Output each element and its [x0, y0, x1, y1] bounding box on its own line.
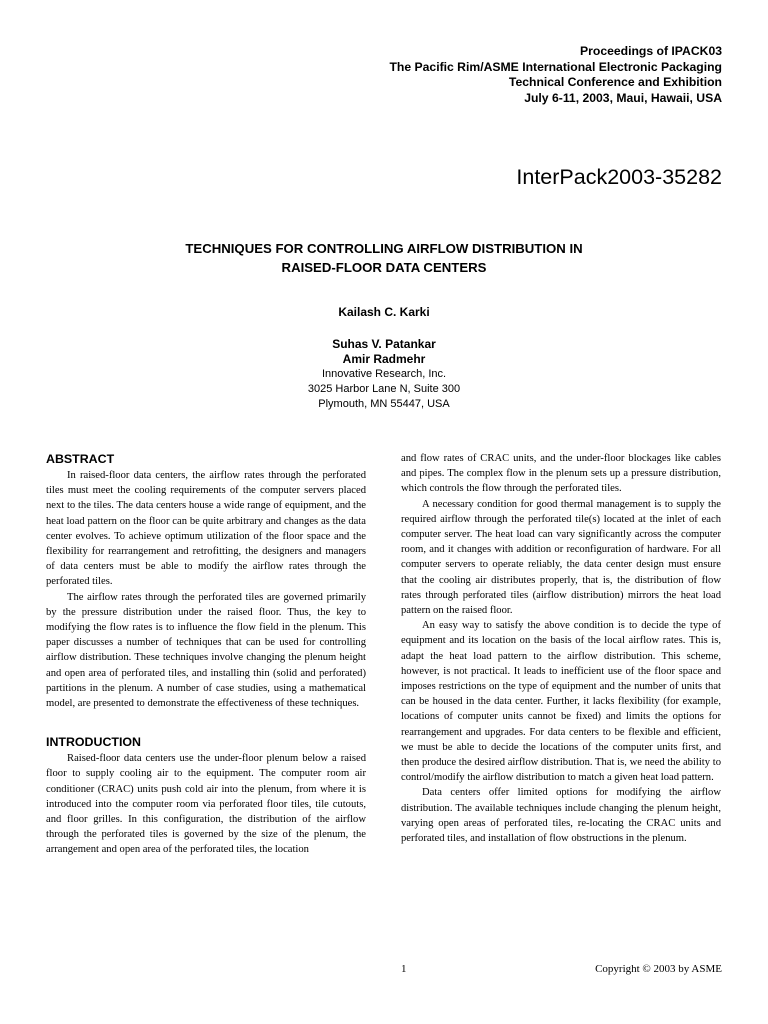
title-line: RAISED-FLOOR DATA CENTERS	[281, 260, 487, 275]
introduction-heading: INTRODUCTION	[46, 735, 141, 750]
author-name: Suhas V. Patankar	[332, 337, 436, 351]
introduction-paragraph: Data centers offer limited options for modifying the airflow distribution. The available techniques include changing the plenum height, varying open areas of perforated tiles, re-locating the CRAC units and perforated tiles, and installation of flow obstructions in the plenum.	[401, 787, 721, 845]
author-name: Amir Radmehr	[342, 352, 426, 366]
paper-id: InterPack2003-35282	[516, 165, 722, 189]
left-column	[46, 452, 366, 858]
abstract-heading: ABSTRACT	[46, 452, 115, 466]
page-number: 1	[401, 963, 407, 975]
affiliation-line: Innovative Research, Inc.	[321, 368, 447, 380]
introduction-paragraph: Raised-floor data centers use the under-floor plenum below a raised floor to supply cooling air to the equipment. The computer room air conditioner (CRAC) units push cold air into the plenum, from where it is introduced into the computer room via perforated floor tiles, tile cutouts, and floor grilles. In this configuration, the distribution of the airflow through the perforated tiles is governed by the size of the plenum, the arrangement and open area of the perforated tiles, the location	[46, 753, 366, 856]
abstract-paragraph: The airflow rates through the perforated tiles are governed primarily by the pressure distribution under the raised floor. Thus, the key to modifying the flow rates is to influence the flow field in the plenum. This paper discusses a number of techniques that can be used for controlling airflow distribution. These techniques involve changing the plenum height and open area of perforated tiles, and installing thin (solid and perforated) partitions in the plenum. A number of case studies, using a mathematical model, are presented to demonstrate the effectiveness of these techniques.	[46, 591, 366, 710]
proceedings-header	[389, 44, 722, 106]
affiliation-line: 3025 Harbor Lane N, Suite 300	[307, 383, 461, 395]
proceedings-line: Technical Conference and Exhibition	[508, 75, 722, 89]
right-column	[401, 451, 721, 846]
abstract-paragraph: In raised-floor data centers, the airflow rates through the perforated tiles must meet the cooling requirements of the computer servers placed next to the tiles. The data centers house a wide range of equipment, and the heat load pattern on the floor can be quite arbitrary and changes as the data center evolves. To achieve optimum utilization of the floor space and the flexibility for rearrangement and retrofitting, the designers and managers of data centers must be able to modify the airflow rates through the perforated tiles.	[46, 470, 366, 588]
paper-title	[0, 239, 768, 277]
author-name: Kailash C. Karki	[338, 305, 430, 319]
author-block-2	[0, 337, 768, 412]
proceedings-line: Proceedings of IPACK03	[580, 44, 722, 58]
introduction-paragraph-continued: and flow rates of CRAC units, and the under-floor blockages like cables and pipes. The complex flow in the plenum sets up a pressure distribution, which controls the flow through the perforated tiles.	[401, 453, 721, 495]
proceedings-line: The Pacific Rim/ASME International Electronic Packaging	[389, 59, 722, 74]
introduction-paragraph: An easy way to satisfy the above condition is to decide the type of equipment and its location on the basis of the local airflow rates. This is, adapt the heat load pattern to the airflow distribution. This scheme, however, is not practical. It leads to inefficient use of the floor space and imposes restrictions on the type of equipment and the number of units that can be housed in the data center. Further, it lacks flexibility (for example, locations of computer units cannot be fixed) and limits the options for rearrangement and upgrades. For data centers to be flexible and efficient, we must be able to decide the locations of the computer units first, and then produce the desired airflow distribution. That is, we need the ability to control/modify the airflow distribution to match a given heat load pattern.	[401, 620, 721, 784]
author-block	[0, 305, 768, 320]
copyright-notice: Copyright © 2003 by ASME	[595, 963, 722, 975]
affiliation-line: Plymouth, MN 55447, USA	[318, 398, 450, 410]
proceedings-line: July 6-11, 2003, Maui, Hawaii, USA	[524, 90, 722, 105]
title-line: TECHNIQUES FOR CONTROLLING AIRFLOW DISTRIBUTION IN	[185, 241, 583, 256]
introduction-paragraph: A necessary condition for good thermal management is to supply the required airflow through the perforated tile(s) located at the inlet of each computer server. The heat load can vary significantly across the computer room, and it changes with addition or reconfiguration of hardware. For all computer servers to operate reliably, the data center design must ensure that the cooling air distributes properly, that is, the distribution of flow rates through perforated tiles (airflow distribution) mirrors the heat load pattern on the raised floor.	[401, 498, 721, 617]
